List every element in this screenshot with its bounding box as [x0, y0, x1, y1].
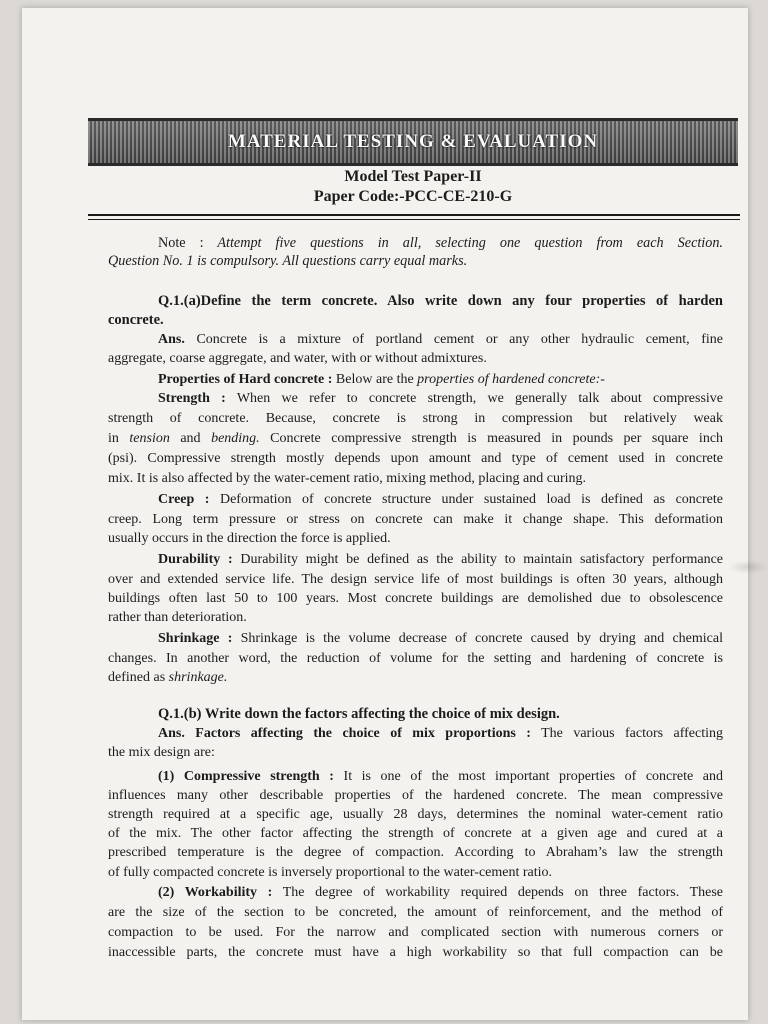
note-line-1 [158, 236, 723, 250]
shrinkage-text-1: Shrinkage is the volume decrease of concrete caused by drying and chemical [240, 631, 723, 646]
wk-line-4: inaccessible parts, the concrete must have a high workability so that full compaction can be [108, 945, 723, 960]
cs-line-4: of the mix. The other factor affecting the strength of concrete at a given age and cured at a [108, 826, 723, 841]
wk-text-1: The degree of workability required depends on three factors. These [282, 885, 724, 900]
cs-label: (1) Compressive strength : [158, 769, 334, 784]
props-label: Properties of Hard concrete : [158, 372, 333, 387]
wk-line-3: compaction to be used. For the narrow and complicated section with numerous corners or [108, 925, 723, 940]
props-italic: properties of hardened concrete:- [417, 372, 605, 387]
creep-text-1: Deformation of concrete structure under sustained load is defined as concrete [219, 492, 723, 507]
strength-line-4: (psi). Compressive strength mostly depends upon amount and type of cement used in concrete [108, 451, 723, 466]
wk-label: (2) Workability : [158, 885, 273, 900]
q1a-ans-line-1 [158, 333, 723, 347]
creep-line-1 [158, 493, 723, 507]
note-label: Note : [158, 235, 204, 251]
creep-line-2: creep. Long term pressure or stress on concrete can make it change shape. This deformation [108, 512, 723, 527]
q1b-question: Q.1.(b) Write down the factors affecting the choice of mix design. [158, 706, 560, 722]
strength-line-1 [158, 392, 723, 406]
q1b-ans-text: The various factors affecting [541, 726, 724, 741]
q1a-question-line-1: Q.1.(a)Define the term concrete. Also write down any four properties of harden [158, 293, 723, 309]
scan-smudge [728, 560, 768, 574]
wk-line-2: are the size of the section to be concreted, the amount of reinforcement, and the method of [108, 905, 723, 920]
note-line-2: Question No. 1 is compulsory. All questions carry equal marks. [108, 253, 468, 269]
durability-line-4: rather than deterioration. [108, 610, 247, 625]
shrinkage-text-3: defined as [108, 670, 166, 685]
cs-line-3: strength required at a specific age, usually 28 days, determines the nominal water-cement ratio [108, 807, 723, 822]
durability-label: Durability : [158, 552, 233, 567]
shrinkage-line-1 [158, 632, 723, 646]
strength-text-3c: Concrete compressive strength is measured in pounds per square inch [270, 431, 724, 446]
strength-text-1: When we refer to concrete strength, we generally talk about compressive [236, 391, 723, 406]
subject-banner [88, 118, 738, 166]
wk-line-1 [158, 886, 723, 900]
strength-line-3 [108, 432, 723, 446]
q1a-ans-line-2: aggregate, coarse aggregate, and water, with or without admixtures. [108, 351, 487, 366]
q1b-ans-label: Ans. Factors affecting the choice of mix proportions : [158, 726, 531, 741]
durability-line-2: over and extended service life. The design service life of most buildings is often 30 years, although [108, 572, 723, 587]
banner-title: MATERIAL TESTING & EVALUATION [227, 131, 599, 152]
cs-text-1: It is one of the most important properties of concrete and [343, 769, 724, 784]
q1a-ans-text: Concrete is a mixture of portland cement or any other hydraulic cement, fine [196, 332, 723, 347]
note-text: Attempt five questions in all, selecting one question from each Section. [217, 235, 723, 251]
header-rule-top [88, 214, 740, 216]
strength-line-2: strength of concrete. Because, concrete is strong in compression but relatively weak [108, 411, 723, 426]
creep-line-3: usually occurs in the direction the force is applied. [108, 531, 391, 546]
shrinkage-line-2: changes. In another word, the reduction of volume for the setting and hardening of concrete is [108, 651, 723, 666]
shrinkage-italic: shrinkage. [168, 670, 228, 685]
q1a-question-line-2: concrete. [108, 312, 164, 328]
strength-line-5: mix. It is also affected by the water-cement ratio, mixing method, placing and curing. [108, 471, 587, 486]
strength-text-3a: in [108, 431, 119, 446]
shrinkage-line-3 [108, 671, 723, 685]
strength-italic-bending: bending. [211, 431, 260, 446]
shrinkage-label: Shrinkage : [158, 631, 233, 646]
cs-line-1 [158, 770, 723, 784]
paper-code: Paper Code:-PCC-CE-210-G [313, 188, 513, 205]
props-text: Below are the [335, 372, 414, 387]
strength-label: Strength : [158, 391, 226, 406]
props-line [158, 373, 723, 387]
strength-text-3b: and [180, 431, 201, 446]
q1b-ans-line-1 [158, 727, 723, 741]
creep-label: Creep : [158, 492, 210, 507]
paper-title: Model Test Paper-II [344, 168, 482, 185]
durability-line-1 [158, 553, 723, 567]
cs-line-5: prescribed temperature is the degree of compaction. According to Abraham’s law the strength [108, 845, 723, 860]
q1b-ans-line-2: the mix design are: [108, 745, 215, 760]
strength-italic-tension: tension [129, 431, 170, 446]
durability-line-3: buildings often last 50 to 100 years. Most concrete buildings are demolished due to obsolescence [108, 591, 723, 606]
header-rule-bottom [88, 219, 740, 220]
durability-text-1: Durability might be defined as the ability to maintain satisfactory performance [240, 552, 724, 567]
cs-line-2: influences many other describable properties of the hardened concrete. The mean compressive [108, 788, 723, 803]
cs-line-6: of fully compacted concrete is inversely proportional to the water-cement ratio. [108, 865, 553, 880]
q1a-ans-label: Ans. [158, 332, 185, 347]
